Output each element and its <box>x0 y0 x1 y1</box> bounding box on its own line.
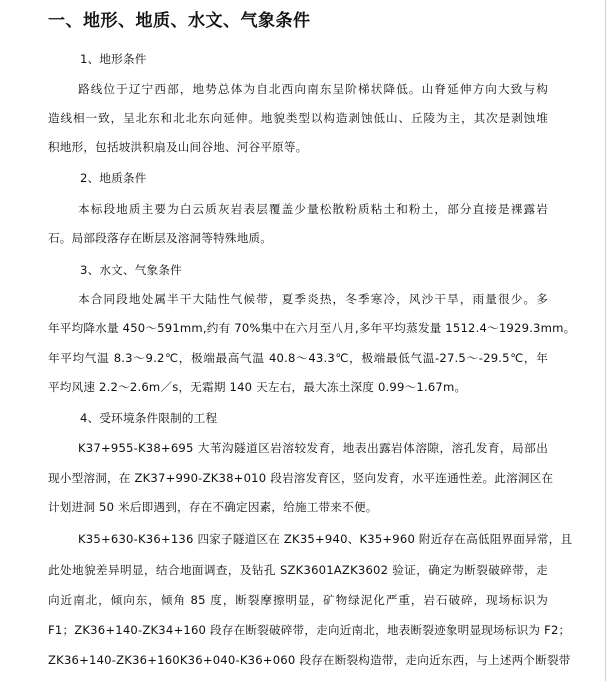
section-heading: 4、受环境条件限制的工程 <box>80 411 218 425</box>
paragraph-line: 石。局部段落存在断层及溶洞等特殊地质。 <box>48 231 273 245</box>
section-heading: 2、地质条件 <box>80 171 147 185</box>
document-title: 一、地形、地质、水文、气象条件 <box>48 11 311 31</box>
paragraph-line: 向近南北，倾向东，倾角 85 度，断裂摩擦明显，矿物绿泥化严重，岩石破碎，现场标识为 <box>48 593 548 607</box>
paragraph-line: ZK36+140-ZK36+160K36+040-K36+060 段存在断裂构造带，走向近东西，与上述两个断裂带 <box>48 653 571 667</box>
paragraph-line: 本标段地质主要为白云质灰岩表层覆盖少量松散粉质粘土和粉土，部分直接是裸露岩 <box>78 202 548 216</box>
paragraph-line: 此处地貌差异明显，结合地面调查，及钻孔 SZK3601AZK3602 验证，确定为断裂破碎带，走 <box>48 563 548 577</box>
paragraph-line: 路线位于辽宁西部，地势总体为自北西向南东呈阶梯状降低。山脊延伸方向大致与构 <box>78 82 548 96</box>
section-heading: 1、地形条件 <box>80 52 147 66</box>
paragraph-line: 年平均降水量 450～591mm,约有 70%集中在六月至八月,多年平均蒸发量 1512.4～1929.3mm。 <box>48 321 576 335</box>
paragraph-line: K35+630-K36+136 四家子隧道区在 ZK35+940、K35+960 附近存在高低阻界面异常，且 <box>78 532 573 546</box>
paragraph-line: F1；ZK36+140-ZK34+160 段存在断裂破碎带，走向近南北，地表断裂迹象明显现场标识为 F2； <box>48 623 571 637</box>
paragraph-line: 造线相一致，呈北东和北北东向延伸。地貌类型以构造剥蚀低山、丘陵为主，其次是剥蚀堆 <box>48 111 548 125</box>
paragraph-line: K37+955-K38+695 大苇沟隧道区岩溶较发育，地表出露岩体溶隙，溶孔发育，局部出 <box>78 441 548 455</box>
paragraph-line: 年平均气温 8.3～9.2℃，极端最高气温 40.8～43.3℃，极端最低气温-27.5～-29.5℃，年 <box>48 351 548 365</box>
section-heading: 3、水文、气象条件 <box>80 263 182 277</box>
paragraph-line: 本合同段地处属半干大陆性气候带，夏季炎热，冬季寒冷，风沙干旱，雨量很少。多 <box>78 292 548 306</box>
paragraph-line: 现小型溶洞，在 ZK37+990-ZK38+010 段岩溶发育区，竖向发育，水平连通性差。此溶洞区在 <box>48 471 554 485</box>
paragraph-line: 积地形，包括坡洪积扇及山间谷地、河谷平原等。 <box>48 140 308 154</box>
paragraph-line: 计划进洞 50 米后即遇到，存在不确定因素，给施工带来不便。 <box>48 500 378 514</box>
paragraph-line: 平均风速 2.2～2.6m／s，无霜期 140 天左右，最大冻土深度 0.99～1.67m。 <box>48 380 467 394</box>
